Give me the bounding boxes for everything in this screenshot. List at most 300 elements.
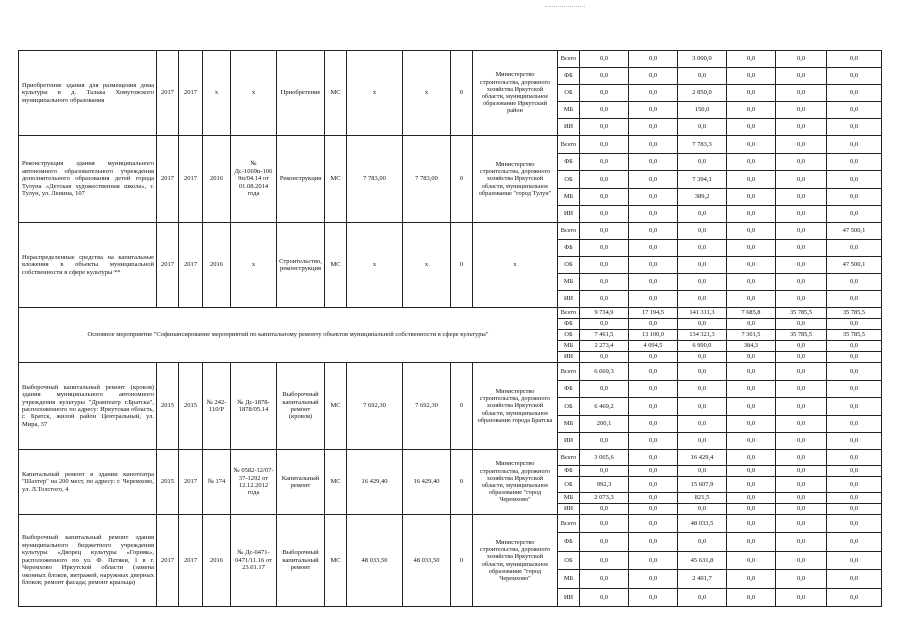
amount-cell: 7 461,5 [580, 330, 629, 341]
amount-cell: 35 785,5 [827, 330, 882, 341]
amount-cell: 0,0 [827, 589, 882, 607]
amount-cell: 0,0 [727, 416, 776, 433]
funding-source: ФБ [558, 68, 580, 85]
amount-cell: 0,0 [776, 466, 827, 477]
object-name: Реконструкция здания муниципального автономного образовательного учреждения дополнительного образования детей города Тулуна «Детская художественная школа», г. Тулун, ул. Ленина, 107 [19, 136, 157, 223]
amount-cell: 0,0 [629, 319, 678, 330]
amount-cell: 0,0 [629, 68, 678, 85]
responsible-agency: Министерство строительства, дорожного хозяйства Иркутской области, муниципальное образование "город Тулун" [473, 136, 558, 223]
amount-cell: 0,0 [629, 589, 678, 607]
amount-cell: 0,0 [678, 363, 727, 381]
amount-cell: 0,0 [827, 477, 882, 493]
funding-source: ФБ [558, 319, 580, 330]
financing-table [18, 50, 882, 607]
amount-cell: 0,0 [629, 51, 678, 68]
amount-cell: 0,0 [678, 68, 727, 85]
amount-cell: 16 429,4 [678, 450, 727, 466]
amount-cell: 0,0 [827, 504, 882, 515]
table-row [19, 308, 882, 319]
amount-cell: 0,0 [827, 398, 882, 416]
amount-cell: 7 783,3 [678, 136, 727, 154]
amount-cell: 0,0 [776, 477, 827, 493]
amount-cell: 0,0 [827, 136, 882, 154]
estimated-cost: 48 033,50 [347, 515, 403, 607]
amount-cell: 2 273,4 [580, 341, 629, 352]
amount-cell: 0,0 [727, 136, 776, 154]
work-type: Строительство, реконструкция [277, 223, 325, 308]
amount-cell: 0,0 [776, 504, 827, 515]
amount-cell: 0,0 [776, 171, 827, 189]
amount-cell: 0,0 [580, 533, 629, 552]
amount-cell: 2 401,7 [678, 570, 727, 589]
amount-cell: 2 073,3 [580, 493, 629, 504]
ownership: МС [325, 223, 347, 308]
amount-cell: 0,0 [727, 223, 776, 240]
expertise-number: x [231, 223, 277, 308]
amount-cell: 0,0 [776, 341, 827, 352]
estimated-cost: x [347, 223, 403, 308]
start-year: 2015 [157, 450, 179, 515]
amount-cell: 0,0 [727, 589, 776, 607]
remaining-cost: 48 033,50 [403, 515, 451, 607]
amount-cell: 0,0 [776, 515, 827, 533]
amount-cell: 0,0 [776, 206, 827, 223]
amount-cell: 0,0 [678, 589, 727, 607]
amount-cell: 47 500,1 [827, 257, 882, 274]
amount-cell: 821,5 [678, 493, 727, 504]
funding-source: Всего [558, 363, 580, 381]
amount-cell: 0,0 [776, 363, 827, 381]
table-row [19, 51, 882, 68]
amount-cell: 0,0 [629, 257, 678, 274]
responsible-agency: Министерство строительства, дорожного хозяйства Иркутской области, муниципальное образование Иркутский район [473, 51, 558, 136]
amount-cell: 0,0 [678, 257, 727, 274]
readiness: 0 [451, 363, 473, 450]
amount-cell: 0,0 [580, 136, 629, 154]
amount-cell: 0,0 [580, 515, 629, 533]
amount-cell: 2 850,0 [678, 85, 727, 102]
amount-cell: 0,0 [727, 450, 776, 466]
amount-cell: 13 100,0 [629, 330, 678, 341]
amount-cell: 0,0 [629, 171, 678, 189]
amount-cell: 384,3 [727, 341, 776, 352]
funding-source: Всего [558, 136, 580, 154]
amount-cell: 0,0 [827, 352, 882, 363]
estimated-cost: x [347, 51, 403, 136]
funding-source: Всего [558, 515, 580, 533]
funding-source: ОБ [558, 257, 580, 274]
funding-source: ОБ [558, 171, 580, 189]
funding-source: ОБ [558, 85, 580, 102]
funding-source: ФБ [558, 240, 580, 257]
amount-cell: 0,0 [776, 552, 827, 570]
amount-cell: 0,0 [727, 466, 776, 477]
amount-cell: 0,0 [776, 119, 827, 136]
funding-source: МБ [558, 416, 580, 433]
ownership: МС [325, 136, 347, 223]
amount-cell: 0,0 [678, 291, 727, 308]
project-doc: № 174 [203, 450, 231, 515]
remaining-cost: x [403, 223, 451, 308]
funding-source: ОБ [558, 330, 580, 341]
ownership: МС [325, 51, 347, 136]
amount-cell: 0,0 [727, 68, 776, 85]
amount-cell: 0,0 [629, 381, 678, 398]
funding-source: ОБ [558, 552, 580, 570]
amount-cell: 0,0 [629, 85, 678, 102]
amount-cell: 0,0 [827, 154, 882, 171]
amount-cell: 0,0 [678, 274, 727, 291]
amount-cell: 3 065,6 [580, 450, 629, 466]
funding-source: Всего [558, 223, 580, 240]
amount-cell: 0,0 [727, 552, 776, 570]
amount-cell: 35 785,5 [776, 308, 827, 319]
amount-cell: 0,0 [776, 240, 827, 257]
funding-source: МБ [558, 102, 580, 119]
amount-cell: 0,0 [727, 533, 776, 552]
amount-cell: 17 194,5 [629, 308, 678, 319]
funding-source: ИИ [558, 291, 580, 308]
amount-cell: 0,0 [776, 136, 827, 154]
amount-cell: 0,0 [678, 206, 727, 223]
project-doc: x [203, 51, 231, 136]
amount-cell: 200,1 [580, 416, 629, 433]
amount-cell: 0,0 [727, 319, 776, 330]
funding-source: МБ [558, 570, 580, 589]
start-year: 2017 [157, 136, 179, 223]
amount-cell: 0,0 [776, 274, 827, 291]
amount-cell: 0,0 [827, 240, 882, 257]
amount-cell: 0,0 [776, 51, 827, 68]
amount-cell: 0,0 [827, 319, 882, 330]
amount-cell: 0,0 [827, 51, 882, 68]
start-year: 2017 [157, 51, 179, 136]
amount-cell: 0,0 [580, 504, 629, 515]
amount-cell: 0,0 [827, 85, 882, 102]
amount-cell: 0,0 [580, 552, 629, 570]
amount-cell: 0,0 [776, 68, 827, 85]
amount-cell: 0,0 [827, 450, 882, 466]
amount-cell: 992,3 [580, 477, 629, 493]
amount-cell: 0,0 [580, 381, 629, 398]
funding-source: МБ [558, 274, 580, 291]
amount-cell: 35 785,5 [776, 330, 827, 341]
expertise-number: № 0582-12/07-37-1292 от 12.12.2012 года [231, 450, 277, 515]
estimated-cost: 16 429,40 [347, 450, 403, 515]
responsible-agency: x [473, 223, 558, 308]
amount-cell: 389,2 [678, 189, 727, 206]
amount-cell: 0,0 [629, 291, 678, 308]
amount-cell: 0,0 [827, 119, 882, 136]
page-header-mark [545, 6, 585, 9]
amount-cell: 0,0 [827, 416, 882, 433]
remaining-cost: 7 783,00 [403, 136, 451, 223]
funding-source: МБ [558, 493, 580, 504]
amount-cell: 0,0 [827, 466, 882, 477]
object-name: Выборочный капитальный ремонт здания муниципального бюджетного учреждения культуры «Дворец культуры «Горняк», расположенного по ул. Ф. Петяки, 1 в г. Черемхово Иркутской области (замена оконных блоков, витражей, наружных дверных блоков; ремонт фасада; ремонт крыльца) [19, 515, 157, 607]
amount-cell: 0,0 [827, 381, 882, 398]
amount-cell: 0,0 [727, 398, 776, 416]
amount-cell: 0,0 [827, 433, 882, 450]
expertise-number: № Дс-0471-0471/11.16 от 23.01.17 [231, 515, 277, 607]
funding-source: ФБ [558, 466, 580, 477]
funding-source: ИИ [558, 433, 580, 450]
end-year: 2017 [179, 136, 203, 223]
amount-cell: 0,0 [827, 274, 882, 291]
amount-cell: 0,0 [580, 352, 629, 363]
readiness: 0 [451, 51, 473, 136]
funding-source: ОБ [558, 398, 580, 416]
amount-cell: 0,0 [827, 206, 882, 223]
amount-cell: 9 734,9 [580, 308, 629, 319]
work-type: Выборочный капитальный ремонт [277, 515, 325, 607]
amount-cell: 0,0 [678, 352, 727, 363]
start-year: 2017 [157, 515, 179, 607]
amount-cell: 0,0 [629, 189, 678, 206]
table-row [19, 450, 882, 466]
amount-cell: 0,0 [827, 533, 882, 552]
amount-cell: 0,0 [629, 240, 678, 257]
amount-cell: 0,0 [678, 466, 727, 477]
amount-cell: 134 321,3 [678, 330, 727, 341]
amount-cell: 0,0 [629, 450, 678, 466]
amount-cell: 0,0 [580, 433, 629, 450]
amount-cell: 0,0 [727, 570, 776, 589]
funding-source: ИИ [558, 352, 580, 363]
amount-cell: 0,0 [727, 291, 776, 308]
amount-cell: 0,0 [776, 319, 827, 330]
amount-cell: 0,0 [776, 533, 827, 552]
amount-cell: 0,0 [580, 119, 629, 136]
amount-cell: 47 500,1 [827, 223, 882, 240]
amount-cell: 0,0 [727, 352, 776, 363]
work-type: Выборочный капитальный ремонт (кровля) [277, 363, 325, 450]
amount-cell: 0,0 [678, 504, 727, 515]
amount-cell: 0,0 [629, 570, 678, 589]
amount-cell: 0,0 [678, 381, 727, 398]
amount-cell: 0,0 [629, 533, 678, 552]
amount-cell: 6 990,0 [678, 341, 727, 352]
expertise-number: № Дс-1069п-1069п/04.14 от 01.08.2014 года [231, 136, 277, 223]
amount-cell: 0,0 [678, 154, 727, 171]
amount-cell: 0,0 [678, 319, 727, 330]
amount-cell: 0,0 [629, 119, 678, 136]
amount-cell: 0,0 [776, 154, 827, 171]
end-year: 2017 [179, 223, 203, 308]
end-year: 2017 [179, 450, 203, 515]
amount-cell: 0,0 [727, 189, 776, 206]
amount-cell: 0,0 [827, 570, 882, 589]
amount-cell: 0,0 [827, 68, 882, 85]
amount-cell: 0,0 [776, 450, 827, 466]
amount-cell: 0,0 [629, 416, 678, 433]
amount-cell: 0,0 [827, 515, 882, 533]
amount-cell: 0,0 [629, 154, 678, 171]
amount-cell: 0,0 [629, 477, 678, 493]
amount-cell: 0,0 [629, 352, 678, 363]
amount-cell: 45 631,8 [678, 552, 727, 570]
amount-cell: 0,0 [727, 257, 776, 274]
amount-cell: 0,0 [580, 154, 629, 171]
amount-cell: 0,0 [727, 85, 776, 102]
readiness: 0 [451, 136, 473, 223]
amount-cell: 0,0 [776, 257, 827, 274]
amount-cell: 0,0 [827, 363, 882, 381]
amount-cell: 0,0 [727, 381, 776, 398]
work-type: Капитальный ремонт [277, 450, 325, 515]
amount-cell: 0,0 [776, 381, 827, 398]
remaining-cost: 7 692,30 [403, 363, 451, 450]
amount-cell: 0,0 [727, 119, 776, 136]
table-row [19, 136, 882, 154]
end-year: 2015 [179, 363, 203, 450]
amount-cell: 0,0 [776, 416, 827, 433]
amount-cell: 0,0 [727, 102, 776, 119]
funding-source: МБ [558, 341, 580, 352]
table-row [19, 223, 882, 240]
amount-cell: 0,0 [776, 352, 827, 363]
expertise-number: № Дс-1878-1878/05.14 [231, 363, 277, 450]
expertise-number: x [231, 51, 277, 136]
amount-cell: 0,0 [827, 341, 882, 352]
table-row [19, 515, 882, 533]
amount-cell: 0,0 [580, 171, 629, 189]
amount-cell: 0,0 [827, 102, 882, 119]
amount-cell: 0,0 [776, 223, 827, 240]
amount-cell: 4 094,5 [629, 341, 678, 352]
amount-cell: 0,0 [580, 223, 629, 240]
responsible-agency: Министерство строительства, дорожного хозяйства Иркутской области, муниципальное образование "город Черемхово" [473, 515, 558, 607]
amount-cell: 0,0 [827, 493, 882, 504]
amount-cell: 0,0 [629, 206, 678, 223]
amount-cell: 0,0 [580, 85, 629, 102]
amount-cell: 0,0 [776, 85, 827, 102]
project-doc: 2016 [203, 223, 231, 308]
end-year: 2017 [179, 515, 203, 607]
amount-cell: 6 469,2 [580, 398, 629, 416]
amount-cell: 0,0 [776, 102, 827, 119]
object-name: Капитальный ремонт в здании кинотеатра "Шахтер" на 200 мест, по адресу: г. Черемхово, ул. Л.Толстого, 4 [19, 450, 157, 515]
amount-cell: 150,0 [678, 102, 727, 119]
amount-cell: 3 000,0 [678, 51, 727, 68]
funding-source: Всего [558, 51, 580, 68]
amount-cell: 0,0 [727, 493, 776, 504]
amount-cell: 0,0 [629, 433, 678, 450]
amount-cell: 0,0 [776, 493, 827, 504]
end-year: 2017 [179, 51, 203, 136]
amount-cell: 0,0 [827, 291, 882, 308]
amount-cell: 0,0 [629, 102, 678, 119]
amount-cell: 0,0 [776, 570, 827, 589]
amount-cell: 0,0 [629, 466, 678, 477]
object-name: Выборочный капитальный ремонт (кровля) здания муниципального автономного учреждения культуры "Драмтеатр г.Братска", расположенного по адресу: Иркутская область, г. Братск, жилой район Центральный, ул. Мира, 37 [19, 363, 157, 450]
amount-cell: 7 301,5 [727, 330, 776, 341]
funding-source: Всего [558, 450, 580, 466]
amount-cell: 0,0 [629, 504, 678, 515]
amount-cell: 0,0 [629, 223, 678, 240]
amount-cell: 0,0 [629, 398, 678, 416]
amount-cell: 0,0 [580, 291, 629, 308]
amount-cell: 0,0 [727, 274, 776, 291]
amount-cell: 0,0 [629, 552, 678, 570]
amount-cell: 0,0 [678, 398, 727, 416]
amount-cell: 0,0 [776, 189, 827, 206]
amount-cell: 0,0 [727, 206, 776, 223]
ownership: МС [325, 450, 347, 515]
amount-cell: 141 311,3 [678, 308, 727, 319]
amount-cell: 0,0 [727, 171, 776, 189]
amount-cell: 0,0 [580, 589, 629, 607]
amount-cell: 0,0 [727, 240, 776, 257]
object-name: Приобретение здания для размещения дома культуры в д. Талька Хомутовского муниципального образования [19, 51, 157, 136]
funding-source: ОБ [558, 477, 580, 493]
amount-cell: 0,0 [678, 119, 727, 136]
amount-cell: 0,0 [629, 274, 678, 291]
amount-cell: 7 685,8 [727, 308, 776, 319]
amount-cell: 6 669,3 [580, 363, 629, 381]
amount-cell: 0,0 [580, 51, 629, 68]
funding-source: ФБ [558, 154, 580, 171]
amount-cell: 0,0 [727, 363, 776, 381]
amount-cell: 0,0 [580, 319, 629, 330]
estimated-cost: 7 692,30 [347, 363, 403, 450]
amount-cell: 0,0 [678, 416, 727, 433]
table-row [19, 363, 882, 381]
funding-source: ИИ [558, 206, 580, 223]
funding-source: МБ [558, 189, 580, 206]
amount-cell: 0,0 [629, 493, 678, 504]
funding-source: ИИ [558, 589, 580, 607]
amount-cell: 0,0 [580, 257, 629, 274]
amount-cell: 0,0 [827, 552, 882, 570]
amount-cell: 0,0 [678, 240, 727, 257]
readiness: 0 [451, 515, 473, 607]
amount-cell: 0,0 [580, 68, 629, 85]
amount-cell: 0,0 [776, 589, 827, 607]
responsible-agency: Министерство строительства, дорожного хозяйства Иркутской области, муниципальное образование "город Черемхово" [473, 450, 558, 515]
start-year: 2017 [157, 223, 179, 308]
amount-cell: 0,0 [678, 223, 727, 240]
amount-cell: 0,0 [727, 477, 776, 493]
amount-cell: 7 394,1 [678, 171, 727, 189]
main-event-name: Основное мероприятие "Софинансирование мероприятий по капитальному ремонту объектов муниципальной собственности в сфере культуры" [19, 308, 558, 363]
amount-cell: 0,0 [727, 433, 776, 450]
amount-cell: 0,0 [629, 136, 678, 154]
amount-cell: 0,0 [776, 398, 827, 416]
funding-source: ФБ [558, 381, 580, 398]
amount-cell: 0,0 [580, 189, 629, 206]
readiness: 0 [451, 223, 473, 308]
work-type: Реконструкция [277, 136, 325, 223]
object-name: Нераспределенные средства на капитальные вложения в объекты муниципальной собственности в сфере культуры ** [19, 223, 157, 308]
amount-cell: 0,0 [727, 504, 776, 515]
start-year: 2015 [157, 363, 179, 450]
amount-cell: 0,0 [678, 433, 727, 450]
readiness: 0 [451, 450, 473, 515]
ownership: МС [325, 363, 347, 450]
amount-cell: 0,0 [827, 171, 882, 189]
amount-cell: 15 607,9 [678, 477, 727, 493]
amount-cell: 0,0 [727, 154, 776, 171]
amount-cell: 0,0 [776, 291, 827, 308]
amount-cell: 0,0 [727, 515, 776, 533]
remaining-cost: 16 429,40 [403, 450, 451, 515]
amount-cell: 0,0 [580, 570, 629, 589]
amount-cell: 0,0 [629, 515, 678, 533]
amount-cell: 0,0 [827, 189, 882, 206]
amount-cell: 0,0 [776, 433, 827, 450]
ownership: МС [325, 515, 347, 607]
